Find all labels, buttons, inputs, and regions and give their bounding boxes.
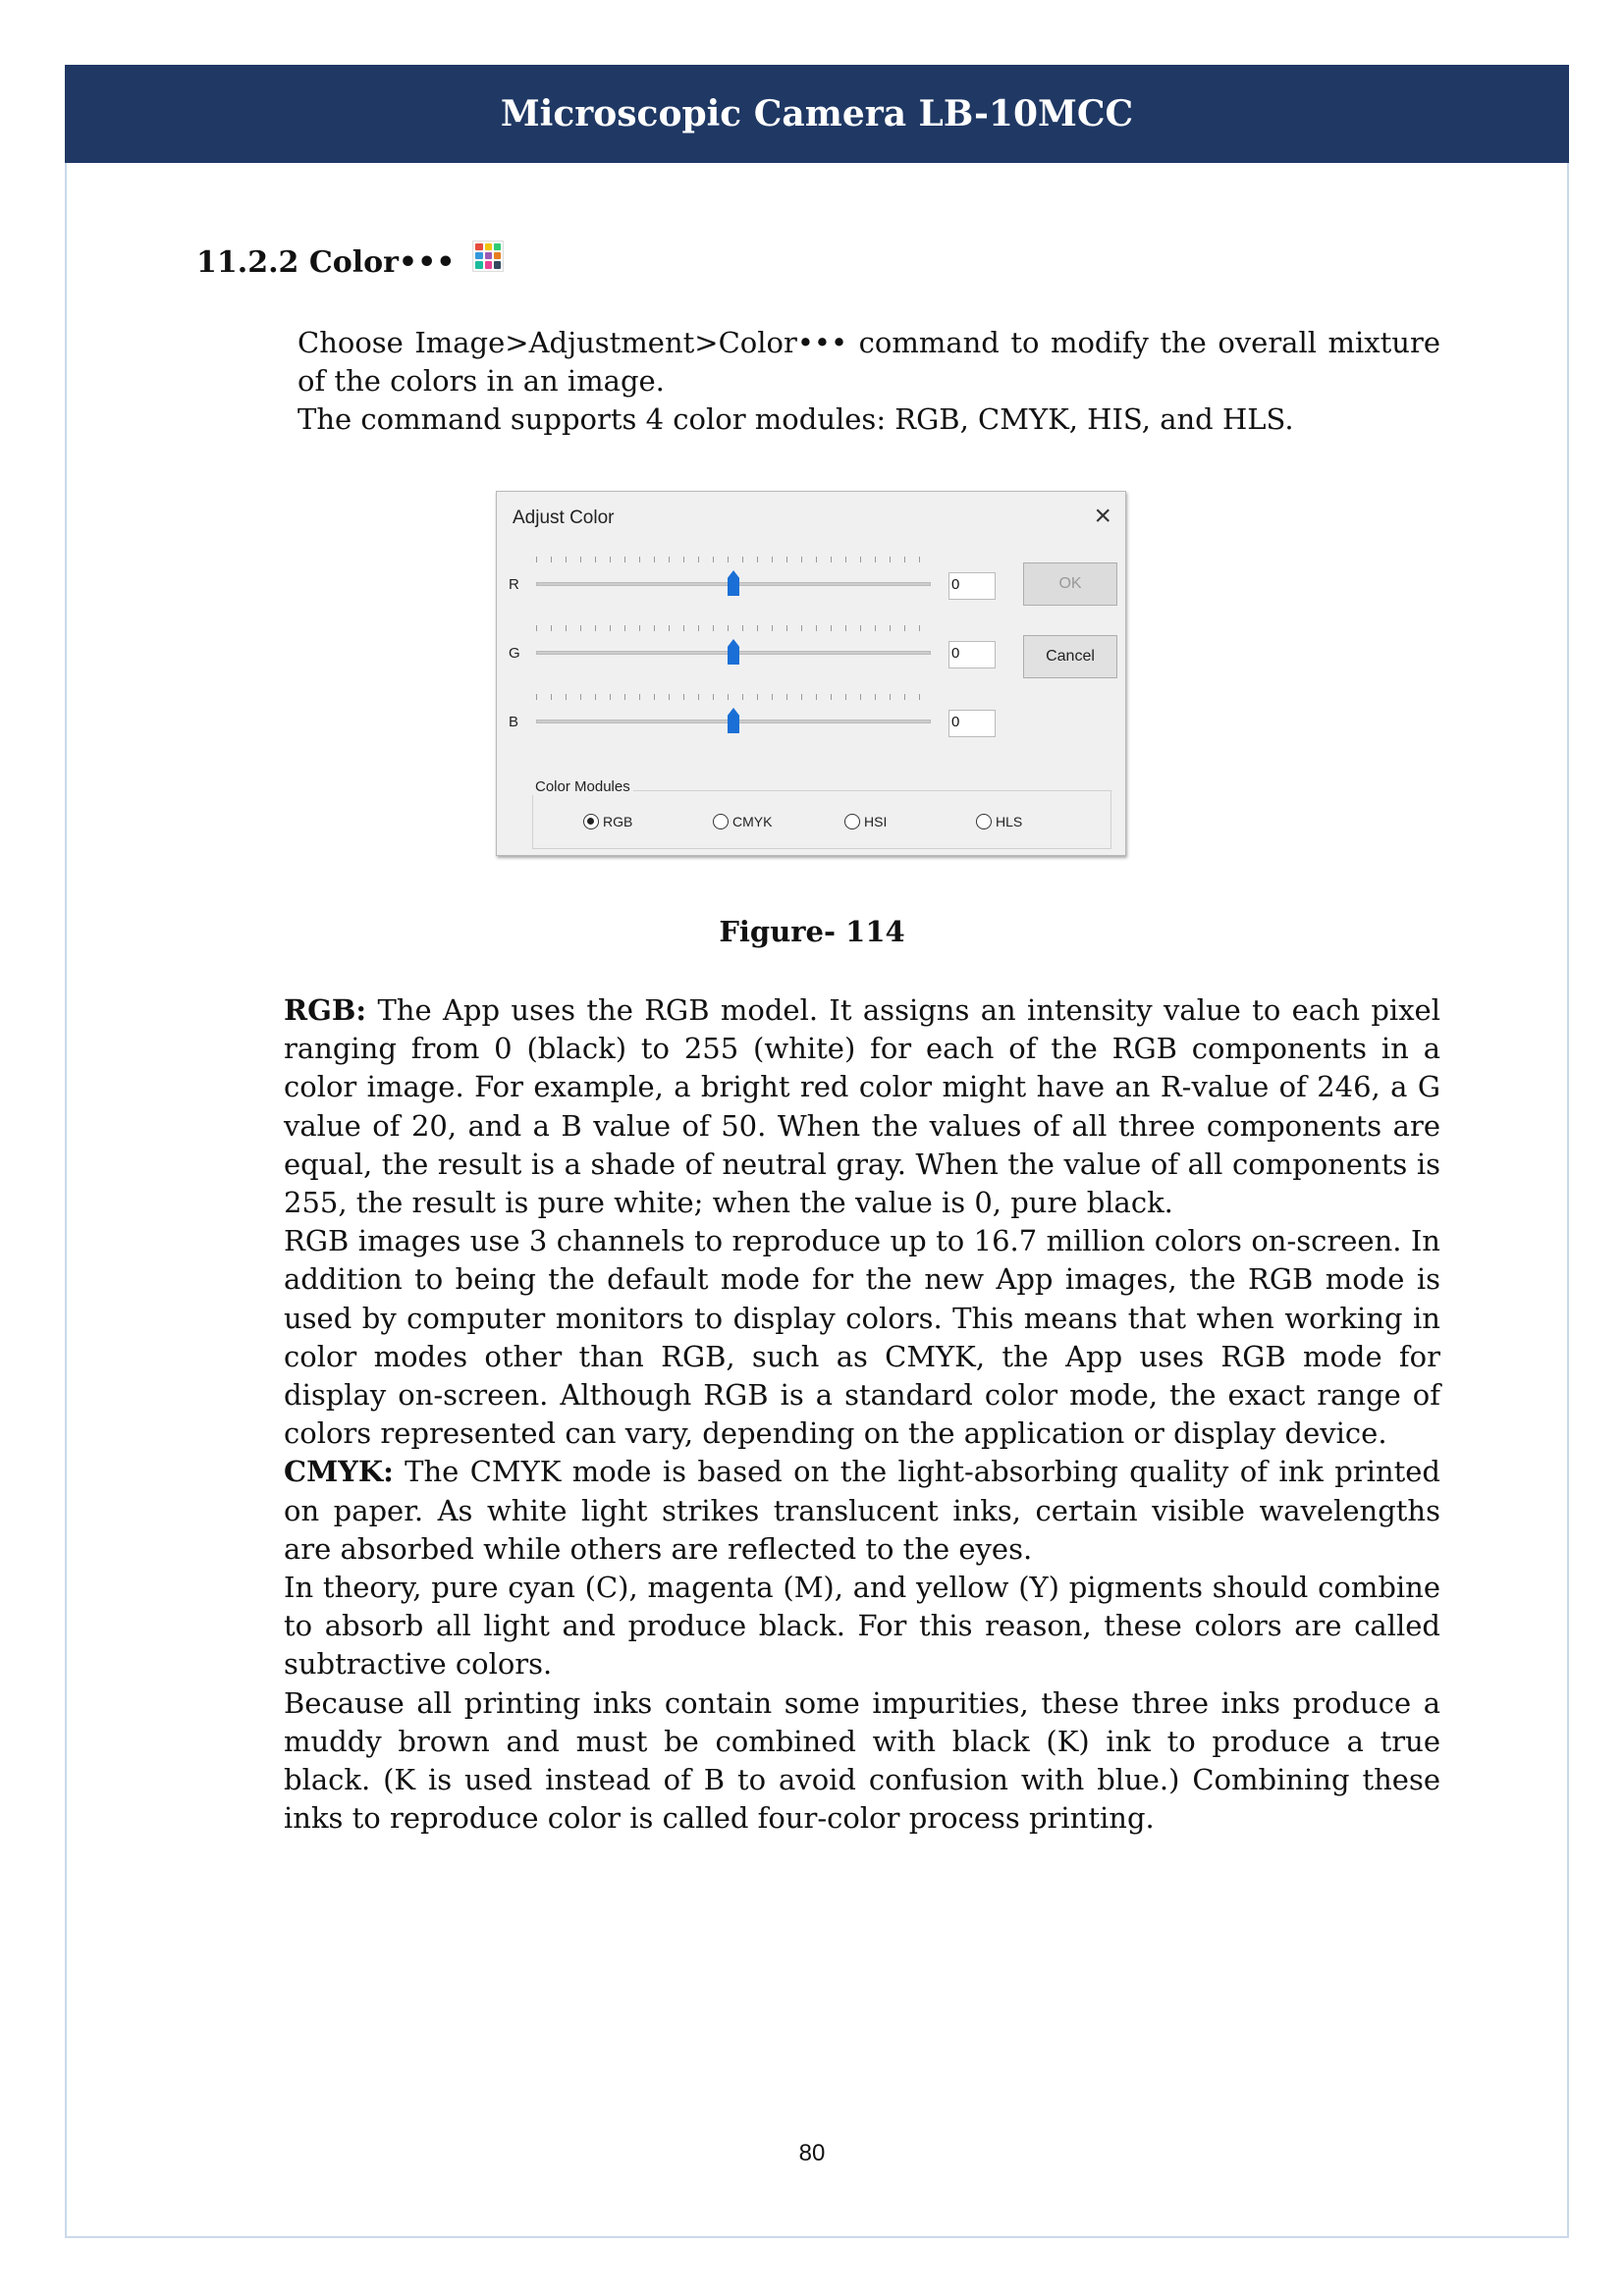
rgb-term: RGB:	[284, 993, 367, 1027]
slider-g-thumb[interactable]	[728, 639, 739, 665]
intro-paragraph: Choose Image>Adjustment>Color••• command to modify the overall mixture of the colors in an image.	[298, 326, 1440, 398]
cmyk-paragraph-2: In theory, pure cyan (C), magenta (M), and yellow (Y) pigments should combine to absorb all light and produce black. For this reason, these colors are called subtractive colors.	[284, 1571, 1440, 1682]
body-text	[284, 991, 1440, 1838]
cancel-button[interactable]: Cancel	[1023, 635, 1117, 678]
figure-caption: Figure- 114	[719, 915, 905, 948]
r-value-field[interactable]: 0	[948, 572, 996, 600]
radio-selected-icon	[583, 814, 599, 829]
radio-label: HSI	[864, 814, 888, 829]
slider-ticks	[536, 557, 931, 562]
rgb-text: The App uses the RGB model. It assigns an intensity value to each pixel ranging from 0 (black) to 255 (white) for each of the RGB components in a color image. For example, a bright red color might have an R-value of 246, a G value of 20, and a B value of 50. When the values of all three components are equal, the result is a shade of neutral gray. When the value of all components is 255, the result is pure white; when the value is 0, pure black.	[284, 993, 1440, 1220]
cmyk-paragraph	[284, 1453, 1440, 1569]
cmyk-paragraph-3: Because all printing inks contain some impurities, these three inks produce a muddy brown and must be combined with black (K) ink to produce a true black. (K is used instead of B to avoid confusion with blue.) Combining these inks to reproduce color is called four-color process printing.	[284, 1685, 1440, 1836]
close-icon[interactable]: ×	[1094, 500, 1111, 532]
header-title: Microscopic Camera LB-10MCC	[500, 93, 1134, 134]
radio-label: HLS	[996, 814, 1023, 829]
radio-hsi[interactable]	[844, 814, 887, 829]
intro-text	[298, 324, 1440, 439]
slider-ticks	[536, 625, 931, 631]
radio-cmyk[interactable]	[713, 814, 772, 829]
radio-icon	[844, 814, 860, 829]
intro-paragraph: The command supports 4 color modules: RGB, CMYK, HIS, and HLS.	[298, 402, 1294, 436]
radio-icon	[713, 814, 729, 829]
section-heading	[196, 245, 504, 280]
slider-label-g: G	[509, 645, 520, 662]
page-number: 80	[798, 2140, 826, 2166]
cmyk-term: CMYK:	[284, 1455, 394, 1489]
radio-hls[interactable]	[976, 814, 1022, 829]
radio-icon	[976, 814, 992, 829]
g-value-field[interactable]: 0	[948, 641, 996, 668]
color-modules-label: Color Modules	[532, 778, 633, 795]
slider-label-r: R	[509, 576, 519, 593]
cmyk-text: The CMYK mode is based on the light-absorbing quality of ink printed on paper. As white light strikes translucent inks, certain visible wavelengths are absorbed while others are reflected to the eyes.	[284, 1455, 1440, 1566]
rgb-paragraph-2: RGB images use 3 channels to reproduce up to 16.7 million colors on-screen. In addition to being the default mode for the new App images, the RGB mode is used by computer monitors to display colors. This means that when working in color modes other than RGB, such as CMYK, the App uses RGB mode for display on-screen. Although RGB is a standard color mode, the exact range of colors represented can vary, depending on the application or display device.	[284, 1224, 1440, 1451]
ok-button[interactable]: OK	[1023, 562, 1117, 606]
b-value-field[interactable]: 0	[948, 710, 996, 737]
slider-label-b: B	[509, 714, 519, 730]
radio-label: RGB	[603, 814, 633, 829]
page-header	[65, 65, 1569, 163]
rgb-paragraph	[284, 991, 1440, 1222]
slider-r-thumb[interactable]	[728, 570, 739, 596]
adjust-color-dialog	[496, 491, 1126, 856]
radio-label: CMYK	[732, 814, 773, 829]
slider-b-thumb[interactable]	[728, 708, 739, 733]
color-palette-icon	[472, 240, 504, 272]
slider-ticks	[536, 694, 931, 700]
radio-rgb[interactable]	[583, 814, 632, 829]
dialog-title: Adjust Color	[513, 507, 615, 528]
section-heading-text: 11.2.2 Color•••	[196, 245, 456, 280]
